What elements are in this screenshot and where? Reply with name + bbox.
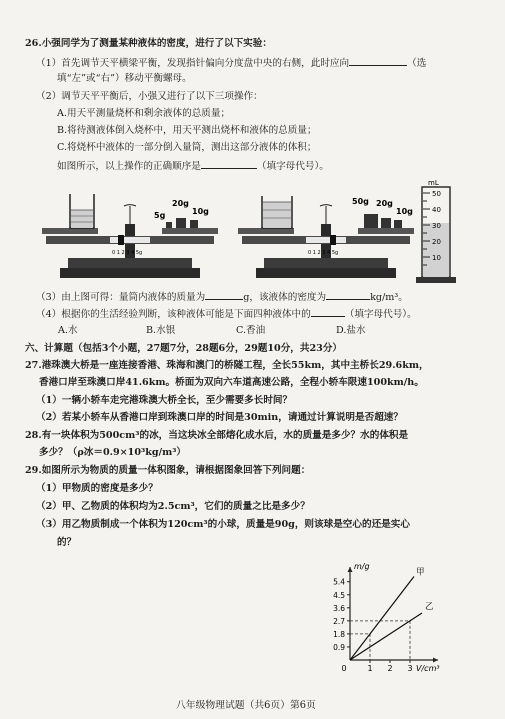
section-heading: 六、计算题（包括3个小题，27题7分，28题6分，29题10分，共23分）: [25, 343, 343, 354]
q27-line1: 27.港珠澳大桥是一座连接香港、珠海和澳门的桥隧工程，全长55km，其中主桥长29.6km，: [25, 360, 429, 371]
cylinder-base: [416, 277, 456, 283]
y-tick-label: 2.7: [333, 616, 345, 626]
y-axis-label: m/g: [354, 562, 370, 571]
y-tick-label: 5.4: [333, 577, 345, 587]
rider: [330, 235, 336, 245]
balance-base: [256, 268, 396, 278]
q26-part4: [36, 307, 417, 321]
cylinder-tick-label: 20: [432, 238, 441, 246]
y-tick-label: 4.5: [333, 590, 345, 600]
answer-blank[interactable]: [349, 56, 407, 66]
y-tick-label: 1.8: [333, 629, 345, 639]
q26-part4-text: （4）根据你的生活经验判断，该种液体可能是下面四种液体中的: [36, 309, 311, 320]
q26-order-text2: （填字母代号）。: [256, 161, 329, 172]
q26-part3-text3: kg/m³。: [370, 292, 408, 303]
q29-sub3: （3）用乙物质制成一个体积为120cm³的小球，质量是90g，则该球是空心的还是实心: [36, 519, 410, 530]
mass-volume-chart: [320, 556, 470, 672]
series-label: 乙: [425, 602, 434, 613]
q26-part3: [36, 290, 408, 304]
weight-label-20g: 20g: [376, 199, 393, 208]
q26-order: [57, 159, 329, 173]
series-line: [350, 613, 422, 660]
beam-scale: [110, 237, 150, 243]
series-line: [350, 576, 414, 660]
q27-sub2: （2）若某小轿车从香港口岸到珠澳口岸的时间是30min，请通过计算说明是否超速？: [36, 412, 403, 423]
q26-choice-a: A.水: [58, 325, 78, 336]
cylinder-tick-label: 40: [432, 206, 441, 214]
dial: [320, 205, 332, 206]
x-tick-label: 1: [367, 664, 373, 673]
q29-line1: 29.如图所示为物质的质量一体积图象，请根据图象回答下列问题：: [25, 465, 311, 476]
x-axis-arrow: [433, 658, 438, 663]
q28-line1: 28.有一块体积为500cm³的冰，当这块冰全部熔化成水后，水的质量是多少？水的体积是: [25, 430, 409, 441]
cylinder-unit: mL: [428, 179, 439, 187]
left-pan: [42, 228, 98, 234]
liquid: [71, 210, 93, 228]
q27-line2: 香港口岸至珠澳口岸41.6km。桥面为双向六车道高速公路，全程小轿车限速100km/h。: [39, 377, 424, 388]
q26-option-a: A.用天平测量烧杯和剩余液体的总质量；: [57, 108, 231, 119]
balance-figure-1: [40, 180, 220, 285]
weight-label-10g: 10g: [396, 207, 413, 216]
weight-label-5g: 5g: [154, 211, 166, 220]
q28-line2: 多少？（ρ冰＝0.9×10³kg/m³）: [39, 447, 187, 458]
answer-blank[interactable]: [311, 307, 345, 317]
right-pan: [162, 228, 218, 234]
q27-sub1: （1）一辆小轿车走完港珠澳大桥全长，至少需要多长时间？: [36, 395, 293, 406]
series-label: 甲: [416, 567, 425, 578]
cylinder-tick-label: 10: [432, 254, 441, 262]
balance-base: [60, 268, 200, 278]
q26-option-b: B.将待测液体倒入烧杯中，用天平测出烧杯和液体的总质量；: [57, 125, 317, 136]
beam-scale: [306, 237, 346, 243]
weight-10g: [190, 220, 198, 228]
q26-part2: （2）调节天平平衡后，小强又进行了以下三项操作：: [36, 91, 263, 102]
liquid: [263, 202, 291, 228]
x-tick-label: 0: [341, 664, 347, 673]
scale-numbers: 0 1 2 3 4 5g: [308, 250, 339, 256]
answer-blank[interactable]: [205, 290, 243, 300]
y-tick-label: 0.9: [333, 642, 345, 652]
weight-5g: [166, 222, 172, 228]
q26-part1-text2: （选: [407, 58, 427, 69]
answer-blank[interactable]: [326, 290, 370, 300]
rider: [118, 235, 124, 245]
q26-part1-cont: 填“左”或“右”）移动平衡螺母。: [57, 73, 192, 84]
balance-figure-2: [236, 180, 416, 285]
q26-part4-text2: （填字母代号）。: [344, 309, 417, 320]
q26-choice-d: D.盐水: [336, 325, 366, 336]
y-tick-label: 3.6: [333, 603, 345, 613]
weight-20g: [381, 218, 391, 228]
cylinder-liquid: [423, 223, 449, 277]
x-axis-label: V/cm³: [416, 664, 440, 673]
q26-stem: 26.小强同学为了测量某种液体的密度，进行了以下实验：: [25, 38, 272, 49]
dial: [124, 205, 136, 206]
q26-order-text: 如图所示，以上操作的正确顺序是: [57, 161, 201, 172]
weight-label-10g: 10g: [192, 207, 209, 216]
measuring-cylinder: [416, 175, 456, 287]
q26-option-c: C.将烧杯中液体的一部分倒入量筒，测出这部分液体的体积；: [57, 142, 317, 153]
weight-50g: [364, 214, 378, 228]
left-pan: [238, 228, 294, 234]
cylinder-tick-label: 30: [432, 222, 441, 230]
answer-blank[interactable]: [201, 159, 257, 169]
weight-label-20g: 20g: [172, 199, 189, 208]
balance-body: [264, 258, 388, 268]
balance-body: [68, 258, 192, 268]
page-footer: 八年级物理试题（共6页）第6页: [176, 700, 316, 711]
x-tick-label: 3: [407, 664, 413, 673]
weight-20g: [176, 218, 186, 228]
q26-part3-text: （3）由上图可得：量筒内液体的质量为: [36, 292, 206, 303]
scale-numbers: 0 1 2 3 4 5g: [112, 250, 143, 256]
x-tick-label: 2: [387, 664, 393, 673]
weight-10g: [394, 220, 402, 228]
q26-part3-text2: g，该液体的密度为: [243, 292, 327, 303]
q26-part1-text: （1）首先调节天平横梁平衡，发现指针偏向分度盘中央的右侧，此时应向: [36, 58, 350, 69]
q26-part1: [36, 56, 426, 70]
q26-choice-c: C.香油: [236, 325, 266, 336]
right-pan: [358, 228, 414, 234]
q26-choice-b: B.水银: [146, 325, 176, 336]
q29-sub1: （1）甲物质的密度是多少？: [36, 483, 158, 494]
q29-sub3-cont: 的？: [57, 537, 77, 548]
weight-label-50g: 50g: [352, 197, 369, 206]
cylinder-tick-label: 50: [432, 190, 441, 198]
y-axis-arrow: [348, 567, 353, 572]
q29-sub2: （2）甲、乙物质的体积均为2.5cm³，它们的质量之比是多少？: [36, 501, 310, 512]
